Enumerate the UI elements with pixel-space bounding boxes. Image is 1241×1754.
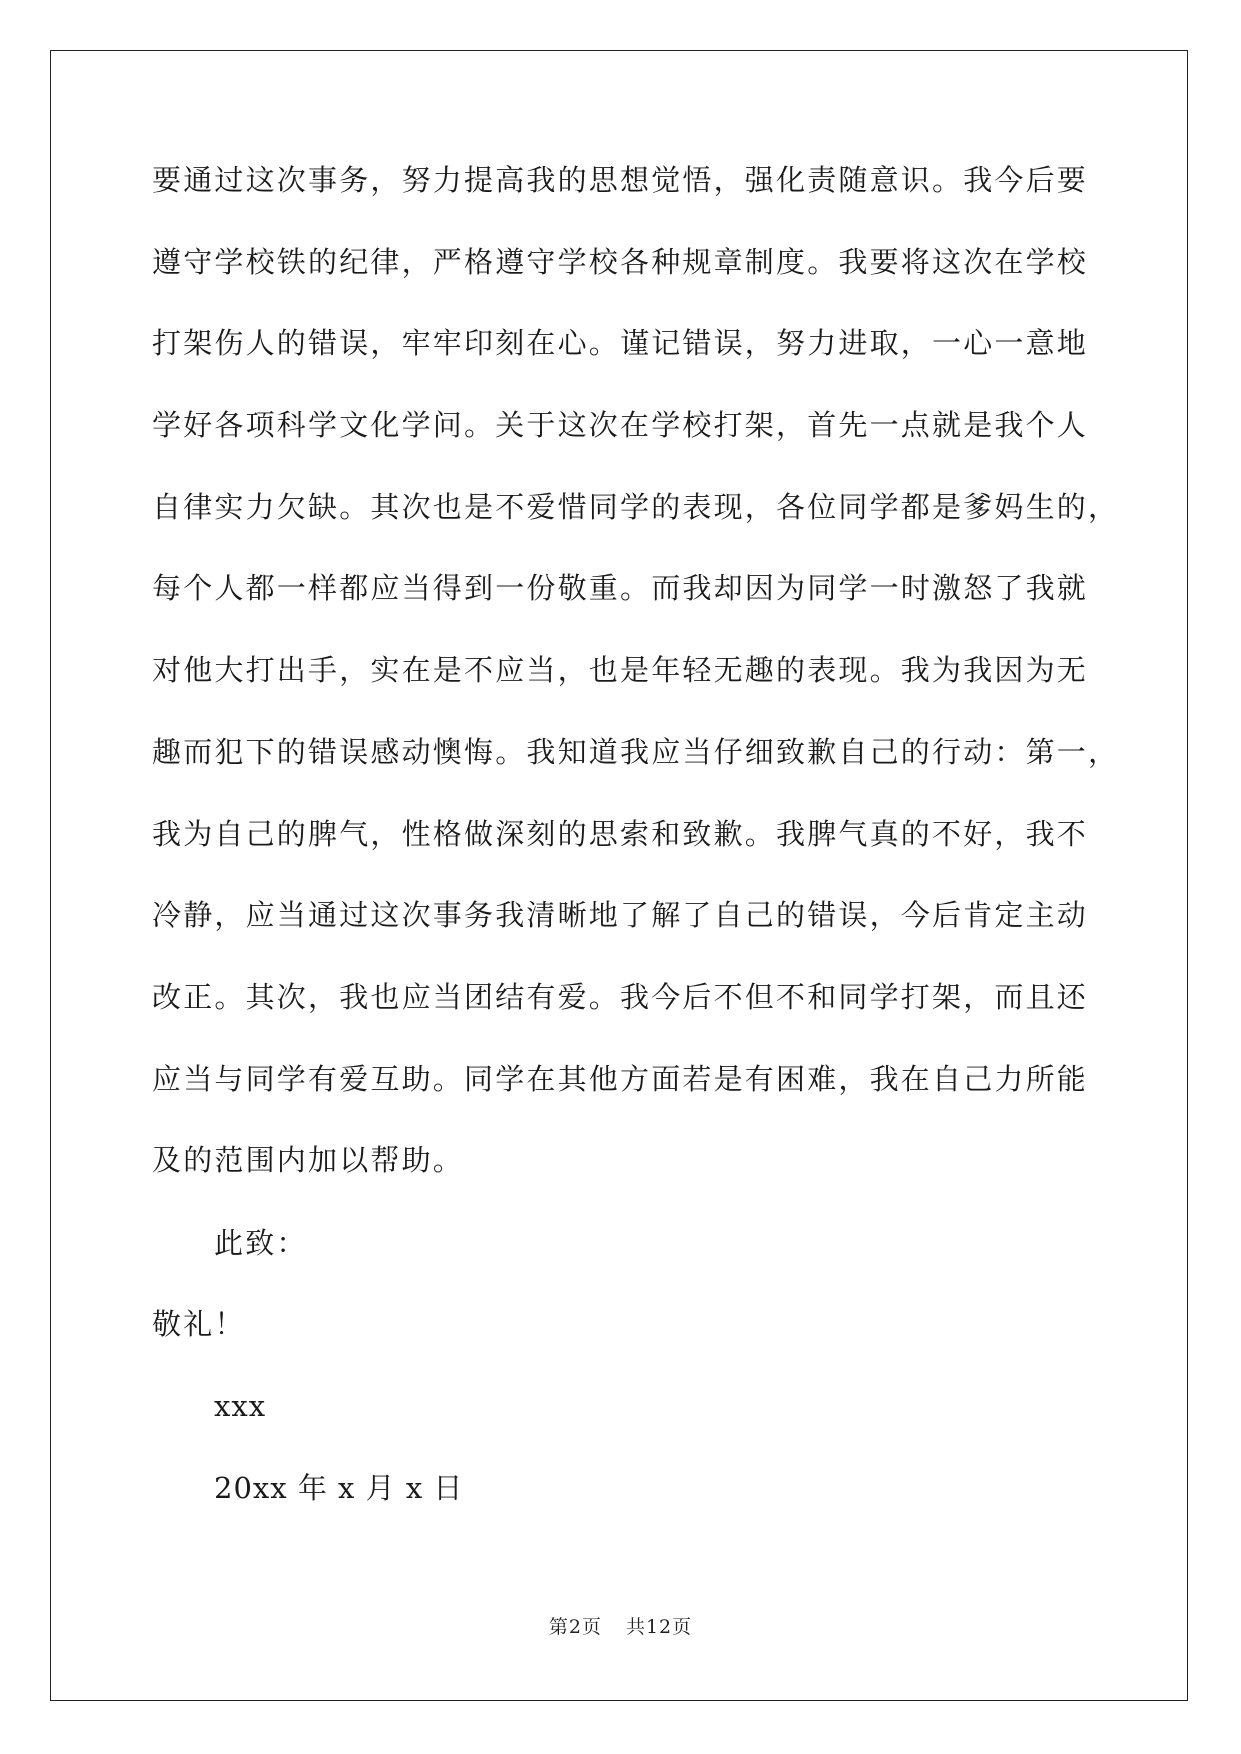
letter-body [152, 160, 1120, 1222]
signature: xxx [214, 1389, 267, 1423]
body-line: 要通过这次事务，努力提高我的思想觉悟，强化责随意识。我今后要 [152, 163, 1089, 197]
body-line: 趣而犯下的错误感动懊悔。我知道我应当仔细致歉自己的行动：第一， [152, 734, 1120, 769]
body-line: 每个人都一样都应当得到一份敬重。而我却因为同学一时激怒了我就 [152, 571, 1089, 606]
body-line: 及的范围内加以帮助。 [152, 1143, 465, 1178]
body-line: 学好各项科学文化学问。关于这次在学校打架，首先一点就是我个人 [152, 408, 1089, 443]
body-line: 冷静，应当通过这次事务我清晰地了解了自己的错误，今后肯定主动 [152, 898, 1089, 933]
body-line: 自律实力欠缺。其次也是不爱惜同学的表现，各位同学都是爹妈生的， [152, 489, 1120, 524]
date: 20xx 年 x 月 x 日 [214, 1471, 464, 1505]
body-line: 应当与同学有爱互助。同学在其他方面若是有困难，我在自己力所能 [152, 1061, 1089, 1096]
body-line: 遵守学校铁的纪律，严格遵守学校各种规章制度。我要将这次在学校 [152, 244, 1089, 279]
body-line: 对他大打出手，实在是不应当，也是年轻无趣的表现。我为我因为无 [152, 653, 1089, 688]
body-line: 我为自己的脾气，性格做深刻的思索和致歉。我脾气真的不好，我不 [152, 816, 1089, 851]
page-total: 共12页 [625, 1616, 693, 1638]
body-line: 改正。其次，我也应当团结有爱。我今后不但不和同学打架，而且还 [152, 979, 1089, 1014]
page-footer [0, 1612, 1241, 1639]
page-number: 第2页 [548, 1616, 602, 1638]
body-line: 打架伤人的错误，牢牢印刻在心。谨记错误，努力进取，一心一意地 [152, 326, 1089, 361]
regards: 敬礼！ [152, 1307, 246, 1341]
salutation: 此致： [214, 1226, 308, 1260]
